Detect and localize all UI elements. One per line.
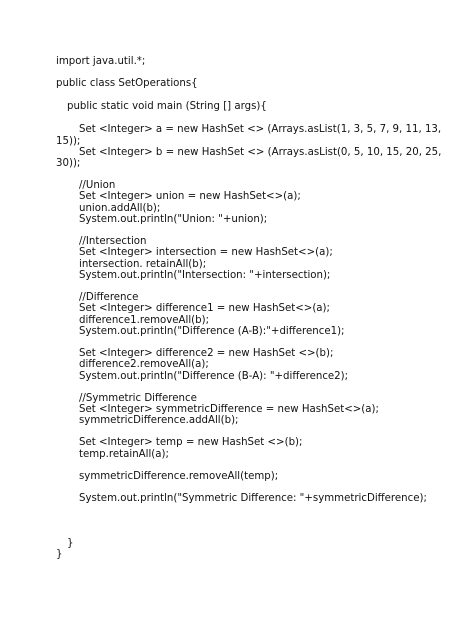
code-line-union-decl: Set <Integer> union = new HashSet<>(a); xyxy=(79,191,301,202)
code-comment-union: //Union xyxy=(79,180,116,191)
code-line-intersection-decl: Set <Integer> intersection = new HashSet<>(a); xyxy=(79,247,333,258)
code-comment-difference: //Difference xyxy=(79,292,139,303)
code-line-symmetric-print: System.out.println("Symmetric Difference: "+symmetricDifference); xyxy=(79,493,427,504)
code-line-temp-decl: Set <Integer> temp = new HashSet <>(b); xyxy=(79,437,303,448)
code-line-difference2-removeall: difference2.removeAll(a); xyxy=(79,359,209,370)
code-comment-symmetric-difference: //Symmetric Difference xyxy=(79,393,197,404)
code-line-intersection-print: System.out.println("Intersection: "+intersection); xyxy=(79,270,331,281)
code-line-close-class: } xyxy=(56,549,63,560)
code-line-class-declaration: public class SetOperations{ xyxy=(56,78,198,89)
code-line-set-b-cont: 30)); xyxy=(56,158,81,169)
code-line-union-print: System.out.println("Union: "+union); xyxy=(79,214,268,225)
code-line-difference2-print: System.out.println("Difference (B-A): "+difference2); xyxy=(79,371,349,382)
code-line-close-method: } xyxy=(67,538,74,549)
code-line-difference2-decl: Set <Integer> difference2 = new HashSet <>(b); xyxy=(79,348,334,359)
code-line-union-addall: union.addAll(b); xyxy=(79,203,161,214)
code-line-set-a: Set <Integer> a = new HashSet <> (Arrays.asList(1, 3, 5, 7, 9, 11, 13, xyxy=(79,124,442,135)
code-line-difference1-removeall: difference1.removeAll(b); xyxy=(79,315,210,326)
code-line-symmetric-removeall: symmetricDifference.removeAll(temp); xyxy=(79,471,279,482)
code-line-intersection-retainall: intersection. retainAll(b); xyxy=(79,259,207,270)
code-line-symmetric-addall: symmetricDifference.addAll(b); xyxy=(79,415,239,426)
code-line-symmetric-decl: Set <Integer> symmetricDifference = new HashSet<>(a); xyxy=(79,404,379,415)
code-line-set-b: Set <Integer> b = new HashSet <> (Arrays.asList(0, 5, 10, 15, 20, 25, xyxy=(79,147,442,158)
code-line-difference1-print: System.out.println("Difference (A-B):"+difference1); xyxy=(79,326,345,337)
code-line-set-a-cont: 15)); xyxy=(56,136,81,147)
code-line-import: import java.util.*; xyxy=(56,56,146,67)
code-line-main-method: public static void main (String [] args){ xyxy=(67,101,267,112)
code-line-temp-retainall: temp.retainAll(a); xyxy=(79,449,169,460)
code-comment-intersection: //Intersection xyxy=(79,236,147,247)
code-line-difference1-decl: Set <Integer> difference1 = new HashSet<>(a); xyxy=(79,303,330,314)
